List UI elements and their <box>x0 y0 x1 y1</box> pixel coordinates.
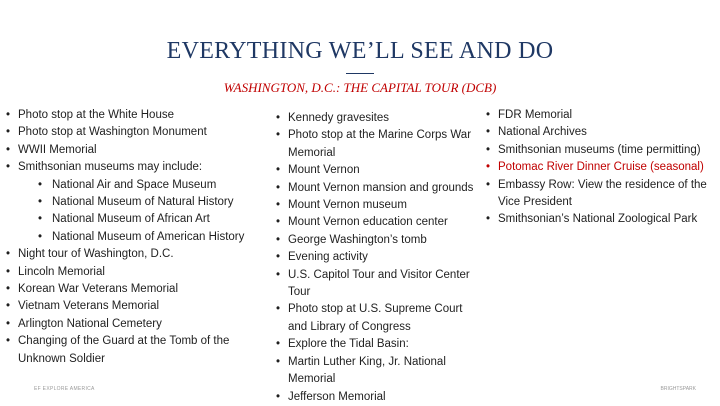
list-item: • Arlington National Cemetery <box>4 316 266 333</box>
list-item: • Changing of the Guard at the Tomb of the Unknown Soldier <box>4 333 266 368</box>
list-item: • Potomac River Dinner Cruise (seasonal) <box>484 159 720 176</box>
itinerary-column-2 <box>274 110 484 406</box>
footer-logo-left: EF EXPLORE AMERICA <box>34 386 95 392</box>
list-item: • Mount Vernon education center <box>274 214 484 231</box>
list-item: • National Archives <box>484 124 720 141</box>
list-item: • Lincoln Memorial <box>4 264 266 281</box>
list-item: • Photo stop at the Marine Corps War Memorial <box>274 127 484 162</box>
sub-list-item: • National Air and Space Museum <box>4 177 266 194</box>
list-item: • Martin Luther King, Jr. National Memorial <box>274 354 484 389</box>
itinerary-column-3 <box>484 107 720 229</box>
title-divider <box>346 73 374 74</box>
list-item: • Photo stop at U.S. Supreme Court and Library of Congress <box>274 301 484 336</box>
tour-subtitle: WASHINGTON, D.C.: THE CAPITAL TOUR (DCB) <box>223 80 497 95</box>
list-item: • Evening activity <box>274 249 484 266</box>
list-item: • FDR Memorial <box>484 107 720 124</box>
list-item: • Smithsonian museums (time permitting) <box>484 142 720 159</box>
list-item: • Embassy Row: View the residence of the Vice President <box>484 177 720 212</box>
list-item: • Vietnam Veterans Memorial <box>4 298 266 315</box>
list-item: • Mount Vernon <box>274 162 484 179</box>
list-item: • Mount Vernon mansion and grounds <box>274 180 484 197</box>
footer-logo-right: BRIGHTSPARK <box>660 386 696 392</box>
list-item: • Korean War Veterans Memorial <box>4 281 266 298</box>
sub-list-item: • National Museum of African Art <box>4 211 266 228</box>
list-item: • Smithsonian museums may include: <box>4 159 266 176</box>
list-item: • Jefferson Memorial <box>274 389 484 406</box>
list-item: • U.S. Capitol Tour and Visitor Center Tour <box>274 267 484 302</box>
list-item: • Photo stop at the White House <box>4 107 266 124</box>
itinerary-column-1 <box>4 107 266 368</box>
sub-list-item: • National Museum of American History <box>4 229 266 246</box>
list-item: • Mount Vernon museum <box>274 197 484 214</box>
list-item: • Explore the Tidal Basin: <box>274 336 484 353</box>
list-item: • Night tour of Washington, D.C. <box>4 246 266 263</box>
list-item: • Smithsonian’s National Zoological Park <box>484 211 720 228</box>
list-item: • George Washington’s tomb <box>274 232 484 249</box>
list-item: • Kennedy gravesites <box>274 110 484 127</box>
page-title: EVERYTHING WE’LL SEE AND DO <box>166 38 554 64</box>
list-item: • Photo stop at Washington Monument <box>4 124 266 141</box>
list-item: • WWII Memorial <box>4 142 266 159</box>
sub-list-item: • National Museum of Natural History <box>4 194 266 211</box>
